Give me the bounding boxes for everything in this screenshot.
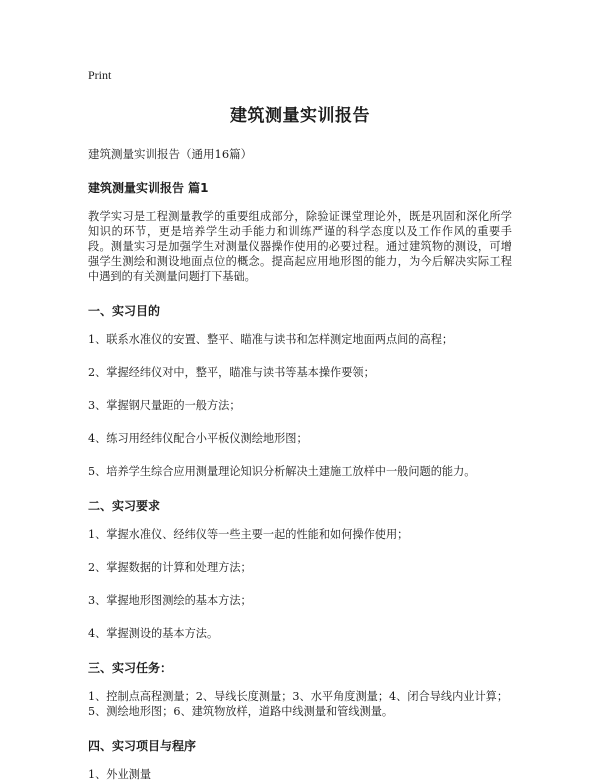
list-item: 1、掌握水准仪、经纬仪等一些主要一起的性能和如何操作使用； xyxy=(88,528,409,541)
list-item: 1、外业测量 xyxy=(88,768,152,781)
intro-paragraph: 教学实习是工程测量教学的重要组成部分，除验证课堂理论外，既是巩固和深化所学知识的环节，更是培养学生动手能力和训练严谨的科学态度以及工作作风的重要手段。测量实习是加强学生对测量仪器操作使用的必要过程。通过建筑物的测设，可增强学生测绘和测设地面点位的概念。提高起应用地形图的能力，为今后解决实际工程中遇到的有关测量问题打下基础。 xyxy=(88,210,512,283)
chapter-heading: 建筑测量实训报告 篇1 xyxy=(88,181,209,195)
section-heading-purpose: 一、实习目的 xyxy=(88,304,161,318)
list-item: 4、练习用经纬仪配合小平板仪测绘地形图； xyxy=(88,432,308,445)
list-item: 1、联系水准仪的安置、整平、瞄准与读书和怎样测定地面两点间的高程； xyxy=(88,333,454,346)
section-heading-requirements: 二、实习要求 xyxy=(88,499,161,513)
list-item: 1、控制点高程测量；2、导线长度测量；3、水平角度测量；4、闭合导线内业计算；5、测绘地形图；6、建筑物放样，道路中线测量和管线测量。 xyxy=(88,690,509,718)
document-title: 建筑测量实训报告 xyxy=(230,106,370,126)
list-item: 3、掌握钢尺量距的一般方法； xyxy=(88,399,241,412)
list-item: 2、掌握数据的计算和处理方法； xyxy=(88,561,252,574)
section-heading-procedures: 四、实习项目与程序 xyxy=(88,739,197,753)
list-item: 3、掌握地形图测绘的基本方法； xyxy=(88,594,252,607)
list-item: 5、培养学生综合应用测量理论知识分析解决土建施工放样中一般问题的能力。 xyxy=(88,465,476,478)
list-item: 2、掌握经纬仪对中，整平，瞄准与读书等基本操作要领； xyxy=(88,366,375,379)
section-heading-tasks: 三、实习任务： xyxy=(88,661,173,675)
document-subtitle: 建筑测量实训报告（通用16篇） xyxy=(88,147,253,161)
list-item: 4、掌握测设的基本方法。 xyxy=(88,627,219,640)
print-label[interactable]: Print xyxy=(88,68,112,82)
